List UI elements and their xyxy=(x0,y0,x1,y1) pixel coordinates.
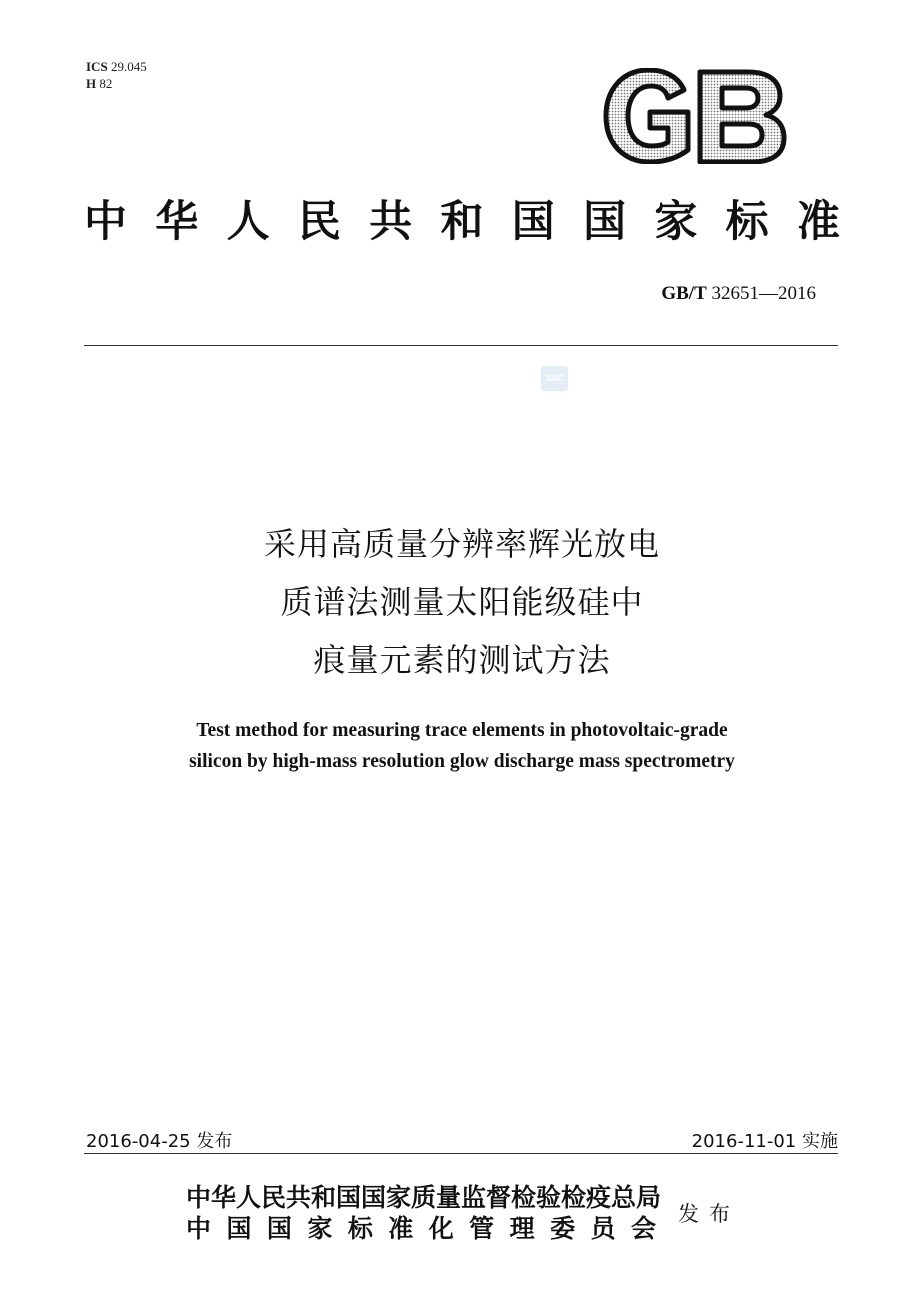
issuer-char: 标 xyxy=(347,1214,373,1243)
national-title-char: 标 xyxy=(725,196,769,247)
title-cn-line-3: 痕量元素的测试方法 xyxy=(313,641,611,679)
national-title-char: 华 xyxy=(155,196,199,247)
issuer-char: 准 xyxy=(388,1214,414,1243)
issuer-char: 委 xyxy=(550,1214,576,1243)
ics-line xyxy=(86,58,147,75)
national-title-char: 中 xyxy=(84,196,127,247)
issuer-char: 会 xyxy=(630,1214,656,1243)
standard-prefix: GB/T xyxy=(661,283,707,304)
title-en-line-1: Test method for measuring trace elements in photovoltaic-grade xyxy=(196,720,728,741)
implement-date: 2016-11-01 实施 xyxy=(691,1131,838,1152)
issuer-char: 国 xyxy=(266,1214,292,1243)
issuer-char: 理 xyxy=(509,1214,535,1243)
issuer-char: 国 xyxy=(226,1214,252,1243)
standard-number xyxy=(661,283,816,305)
classification-line xyxy=(86,75,147,92)
issuer-char: 管 xyxy=(469,1214,495,1243)
issuer-char: 员 xyxy=(590,1214,616,1243)
national-title-char: 国 xyxy=(511,196,555,247)
gb-logo xyxy=(602,68,788,164)
footer-rule xyxy=(84,1153,838,1154)
issue-date: 2016-04-25 发布 xyxy=(86,1131,233,1152)
issuer-sac xyxy=(186,1212,656,1245)
title-en-line-2: silicon by high-mass resolution glow discharge mass spectrometry xyxy=(189,751,735,772)
issuer-char: 中 xyxy=(186,1214,212,1243)
header-rule xyxy=(84,345,838,346)
national-title-char: 人 xyxy=(226,196,270,247)
national-title-char: 准 xyxy=(796,196,840,247)
national-standard-title xyxy=(84,190,840,246)
ics-block xyxy=(86,58,147,92)
classification-value: 82 xyxy=(99,76,113,91)
publish-label: 发布 xyxy=(678,1202,740,1226)
issuer-char: 化 xyxy=(428,1214,454,1243)
ics-value: 29.045 xyxy=(110,59,147,74)
title-cn-line-2: 质谱法测量太阳能级硅中 xyxy=(280,583,644,621)
sac-watermark: SAC xyxy=(541,366,568,391)
national-title-char: 共 xyxy=(369,196,413,247)
title-cn-line-1: 采用高质量分辨率辉光放电 xyxy=(263,525,660,563)
national-title-char: 家 xyxy=(654,196,698,247)
national-title-char: 和 xyxy=(440,196,484,247)
gb-logo-text: GB xyxy=(602,68,604,69)
issuer-aqsiq: 中华人民共和国国家质量监督检验检疫总局 xyxy=(186,1183,662,1212)
standard-code: 32651—2016 xyxy=(711,283,816,304)
ics-label: ICS xyxy=(86,59,108,74)
national-title-char: 民 xyxy=(297,196,341,247)
issuer-char: 家 xyxy=(307,1214,333,1243)
classification-label: H xyxy=(86,76,97,91)
national-title-char: 国 xyxy=(583,196,627,247)
